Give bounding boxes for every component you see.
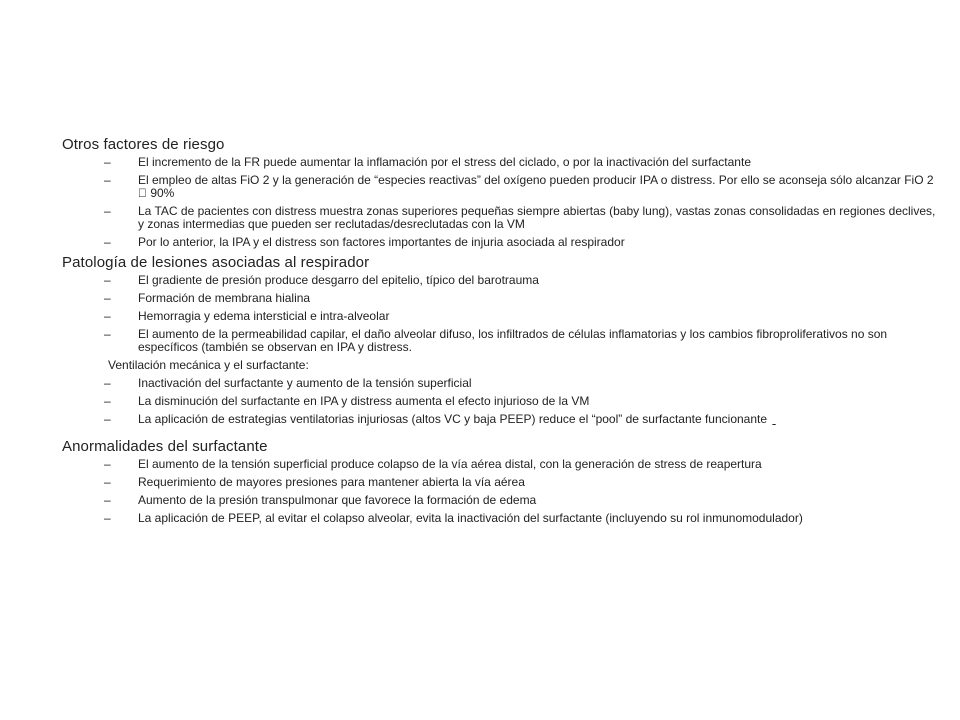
bullet-item: [62, 395, 942, 408]
section-heading-patologia: Patología de lesiones asociadas al respirador: [62, 254, 370, 271]
dash-marker: –: [104, 173, 111, 187]
dash-marker: –: [104, 493, 111, 507]
bullet-text: La TAC de pacientes con distress muestra zonas superiores pequeñas siempre abiertas (baby lung), vastas zonas consolidadas en regiones declives, y zonas intermedias que pueden ser reclutadas/desreclutadas con la VM: [138, 204, 936, 231]
slide-content: [62, 136, 942, 530]
bullet-item: [62, 328, 942, 354]
trailing-link[interactable]: [772, 412, 775, 426]
bullet-item: [62, 292, 942, 305]
bullet-text: Hemorragia y edema intersticial e intra-alveolar: [138, 309, 390, 323]
dash-marker: –: [104, 511, 111, 525]
bullet-item: [62, 156, 942, 169]
bullet-text: El aumento de la permeabilidad capilar, el daño alveolar difuso, los infiltrados de células inflamatorias y los cambios fibroproliferativos no son específicos (también se observan en IPA y distress.: [138, 327, 888, 354]
dash-marker: –: [104, 412, 111, 426]
bullet-item: [62, 458, 942, 471]
dash-marker: –: [104, 309, 111, 323]
bullet-text: Aumento de la presión transpulmonar que favorece la formación de edema: [138, 493, 537, 507]
bullet-text: La aplicación de PEEP, al evitar el colapso alveolar, evita la inactivación del surfactante (incluyendo su rol inmunomodulador): [138, 511, 803, 525]
bullet-item: [62, 377, 942, 390]
bullet-item: [62, 494, 942, 507]
dash-marker: –: [104, 235, 111, 249]
bullet-text: El aumento de la tensión superficial produce colapso de la vía aérea distal, con la generación de stress de reapertura: [138, 457, 762, 471]
bullet-item: [62, 236, 942, 249]
dash-marker: –: [104, 475, 111, 489]
bullet-item: [62, 310, 942, 323]
bullet-text: Requerimiento de mayores presiones para mantener abierta la vía aérea: [138, 475, 525, 489]
subheading-ventilacion: Ventilación mecánica y el surfactante:: [108, 358, 309, 372]
section-heading-anormalidades: Anormalidades del surfactante: [62, 438, 268, 455]
bullet-text: El incremento de la FR puede aumentar la inflamación por el stress del ciclado, o por la inactivación del surfactante: [138, 155, 751, 169]
dash-marker: –: [104, 204, 111, 218]
bullet-item: [62, 413, 942, 426]
bullet-text: Formación de membrana hialina: [138, 291, 311, 305]
bullet-item: [62, 174, 942, 200]
bullet-text: Inactivación del surfactante y aumento de la tensión superficial: [138, 376, 472, 390]
bullet-item: [62, 274, 942, 287]
dash-marker: –: [104, 376, 111, 390]
bullet-text: Por lo anterior, la IPA y el distress son factores importantes de injuria asociada al respirador: [138, 235, 625, 249]
bullet-item: [62, 512, 942, 525]
bullet-text: El empleo de altas FiO 2 y la generación de “especies reactivas” del oxígeno pueden producir IPA o distress. Por ello se aconseja sólo alcanzar FiO 2   90%: [138, 173, 934, 200]
section-heading-otros-factores: Otros factores de riesgo: [62, 136, 225, 153]
dash-marker: –: [104, 291, 111, 305]
dash-marker: –: [104, 327, 111, 341]
dash-marker: –: [104, 155, 111, 169]
bullet-text: El gradiente de presión produce desgarro del epitelio, típico del barotrauma: [138, 273, 539, 287]
dash-marker: –: [104, 273, 111, 287]
bullet-item: [62, 476, 942, 489]
dash-marker: –: [104, 394, 111, 408]
bullet-text: La disminución del surfactante en IPA y distress aumenta el efecto injurioso de la VM: [138, 394, 590, 408]
bullet-text: La aplicación de estrategias ventilatorias injuriosas (altos VC y baja PEEP) reduce el “pool” de surfactante funcionante: [138, 412, 768, 426]
dash-marker: –: [104, 457, 111, 471]
bullet-item: [62, 205, 942, 231]
